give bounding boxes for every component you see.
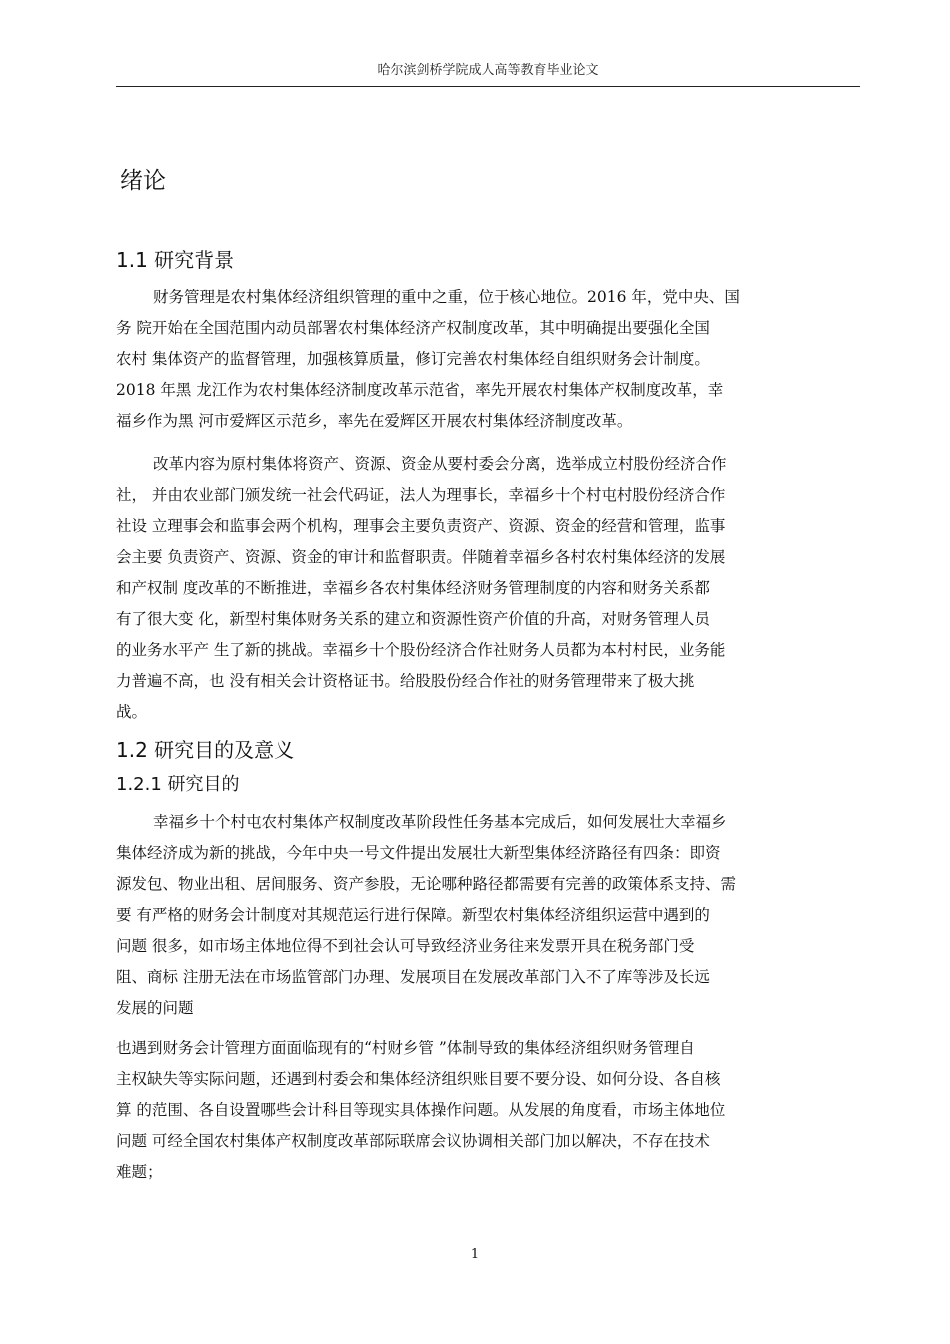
text-line: 集体经济成为新的挑战，今年中央一号文件提出发展壮大新型集体经济路径有四条：即资 [116,844,721,862]
text-line: 幸福乡十个村屯农村集体产权制度改革阶段性任务基本完成后，如何发展壮大幸福乡 [153,813,727,831]
text-line: 阻、商标 注册无法在市场监管部门办理、发展项目在发展改革部门入不了库等涉及长远 [116,968,710,986]
text-line: 和产权制 度改革的不断推进，幸福乡各农村集体经济财务管理制度的内容和财务关系都 [116,579,710,597]
text-line: 福乡作为黑 河市爱辉区示范乡，率先在爱辉区开展农村集体经济制度改革。 [116,412,633,430]
text-line: 农村 集体资产的监督管理，加强核算质量，修订完善农村集体经自组织财务会计制度。 [116,350,710,368]
section-heading-1-2: 1.2 研究目的及意义 [116,738,295,762]
paragraph-purpose-2 [116,1033,860,1188]
text-line: 务 院开始在全国范围内动员部署农村集体经济产权制度改革，其中明确提出要强化全国 [116,319,710,337]
header-text: 哈尔滨剑桥学院成人高等教育毕业论文 [377,63,599,78]
text-line: 力普遍不高，也 没有相关会计资格证书。给股股份经合作社的财务管理带来了极大挑 [116,672,695,690]
text-line: 社设 立理事会和监事会两个机构，理事会主要负责资产、资源、资金的经营和管理，监事 [116,517,726,535]
page-number: 1 [470,1247,480,1262]
section-heading-1-1: 1.1 研究背景 [116,248,235,272]
paragraph-purpose-1 [116,807,860,1024]
text-line: 难题； [116,1163,163,1181]
text-line: 问题 可经全国农村集体产权制度改革部际联席会议协调相关部门加以解决，不存在技术 [116,1132,710,1150]
text-line: 主权缺失等实际问题，还遇到村委会和集体经济组织账目要不要分设、如何分设、各自核 [116,1070,721,1088]
paragraph-background-1 [116,282,860,437]
text-line: 源发包、物业出租、居间服务、资产参股，无论哪种路径都需要有完善的政策体系支持、需 [116,875,737,893]
text-line: 社， 并由农业部门颁发统一社会代码证，法人为理事长，幸福乡十个村屯村股份经济合作 [116,486,726,504]
text-line: 发展的问题 [116,999,194,1017]
text-line: 问题 很多，如市场主体地位得不到社会认可导致经济业务往来发票开具在税务部门受 [116,937,695,955]
text-line: 改革内容为原村集体将资产、资源、资金从要村委会分离，选举成立村股份经济合作 [153,455,727,473]
text-line: 也遇到财务会计管理方面面临现有的“村财乡管 ”体制导致的集体经济组织财务管理自 [116,1039,695,1057]
text-line: 战。 [116,703,148,721]
chapter-title: 绪论 [120,168,166,194]
subsection-heading-1-2-1: 1.2.1 研究目的 [116,774,240,795]
text-line: 会主要 负责资产、资源、资金的审计和监督职责。伴随着幸福乡各村农村集体经济的发展 [116,548,726,566]
text-line: 财务管理是农村集体经济组织管理的重中之重，位于核心地位。2016 年，党中央、国 [153,288,740,306]
text-line: 要 有严格的财务会计制度对其规范运行进行保障。新型农村集体经济组织运营中遇到的 [116,906,710,924]
page-header [116,62,860,87]
text-line: 算 的范围、各自设置哪些会计科目等现实具体操作问题。从发展的角度看，市场主体地位 [116,1101,726,1119]
text-line: 有了很大变 化，新型村集体财务关系的建立和资源性资产价值的升高，对财务管理人员 [116,610,710,628]
paragraph-background-2 [116,449,860,728]
text-line: 的业务水平产 生了新的挑战。幸福乡十个股份经济合作社财务人员都为本村村民，业务能 [116,641,726,659]
text-line: 2018 年黑 龙江作为农村集体经济制度改革示范省，率先开展农村集体产权制度改革，幸 [116,381,724,399]
